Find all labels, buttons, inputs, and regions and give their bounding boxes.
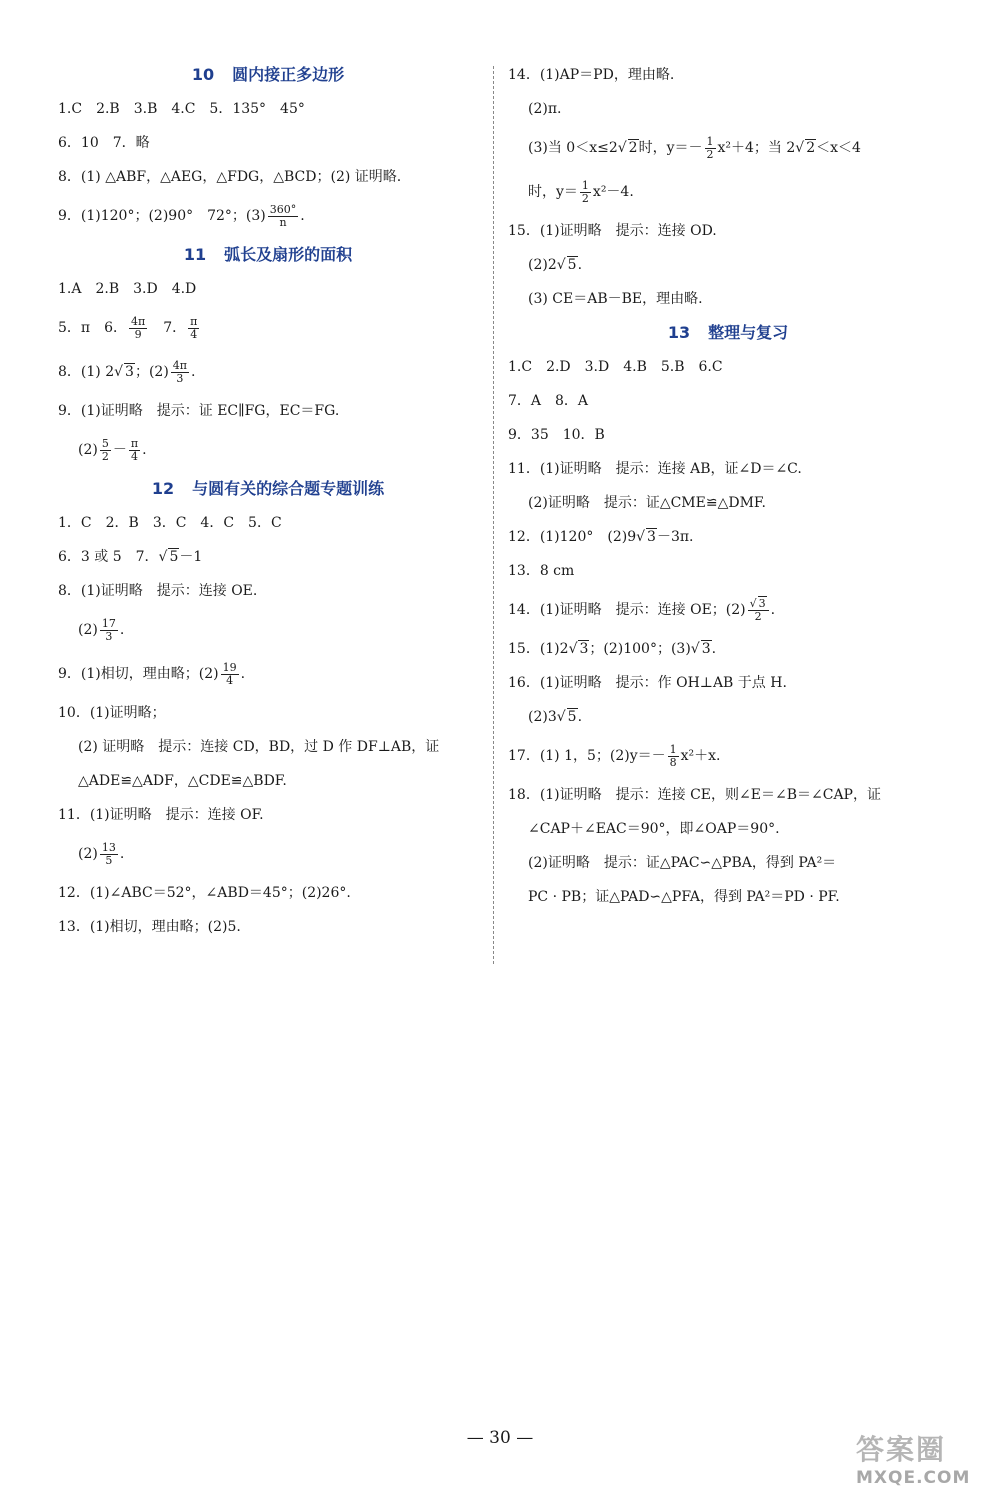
section-11-title — [58, 238, 478, 272]
answer-line — [508, 734, 948, 778]
answer-line: 18．(1)证明略 提示：连接 CE，则∠E＝∠B＝∠CAP，证 — [508, 787, 881, 803]
numerator: 1 — [669, 742, 677, 756]
radical-sign: √ — [556, 709, 566, 725]
fraction — [221, 662, 239, 687]
radical-sign: √ — [568, 641, 578, 657]
text: 时，y＝ — [528, 184, 578, 200]
answer-line — [58, 540, 478, 574]
answer-line: 11．(1)证明略 提示：连接 OF. — [58, 807, 264, 823]
answer-line — [58, 428, 478, 472]
left-column — [58, 58, 478, 944]
denominator: 2 — [101, 449, 109, 463]
answer-line: 8．(1)证明略 提示：连接 OE. — [58, 583, 258, 599]
text: . — [119, 846, 125, 862]
text: － — [112, 442, 127, 458]
section-10-title — [58, 58, 478, 92]
answer-line: 11．(1)证明略 提示：连接 AB，证∠D＝∠C. — [508, 461, 802, 477]
watermark-logo — [856, 1428, 992, 1496]
section-number: 13 — [667, 323, 691, 342]
text: 8．(1) 2 — [58, 364, 115, 380]
radical-sign: √ — [795, 140, 805, 156]
answer-line: 16．(1)证明略 提示：作 OH⊥AB 于点 H. — [508, 675, 787, 691]
text: 9．(1)相切，理由略；(2) — [58, 666, 219, 682]
radicand: 2 — [806, 140, 816, 156]
answer-line: 1.C 2.D 3.D 4.B 5.B 6.C — [508, 359, 723, 375]
text: (2) — [78, 442, 98, 458]
answer-line: 1.C 2.B 3.B 4.C 5．135° 45° — [58, 101, 305, 117]
numerator: 13 — [101, 840, 116, 854]
text: (2)3 — [528, 709, 557, 725]
right-column — [508, 58, 948, 914]
answer-line — [508, 248, 948, 282]
section-number: 11 — [183, 245, 207, 264]
answer-line: 9．(1)证明略 提示：证 EC∥FG，EC＝FG. — [58, 403, 340, 419]
text: 12．(1)120° (2)9 — [508, 529, 637, 545]
numerator: 5 — [101, 436, 109, 450]
fraction — [129, 438, 140, 463]
text: 9．(1)120°；(2)90° 72°；(3) — [58, 208, 266, 224]
answer-line: 8．(1) △ABF，△AEG，△FDG，△BCD；(2) 证明略. — [58, 169, 402, 185]
answer-line: 13．(1)相切，理由略；(2)5. — [58, 919, 241, 935]
text: 6．3 或 5 7． — [58, 549, 159, 565]
answer-line: ∠CAP＋∠EAC＝90°，即∠OAP＝90°. — [528, 821, 780, 837]
section-title-text: 整理与复习 — [708, 323, 789, 342]
page-number: — 30 — — [466, 1428, 534, 1448]
answer-line — [508, 632, 948, 666]
text: . — [711, 641, 717, 657]
denominator: 3 — [176, 371, 184, 385]
denominator: 5 — [105, 853, 113, 867]
numerator: 17 — [101, 616, 116, 630]
radical-sign: √ — [114, 364, 124, 380]
fraction — [268, 204, 299, 229]
answer-line: (2)证明略 提示：证△CME≌△DMF. — [528, 495, 766, 511]
text: 7． — [149, 320, 187, 336]
denominator: 4 — [226, 673, 234, 687]
numerator: 19 — [222, 660, 237, 674]
text: . — [577, 709, 583, 725]
denominator: n — [279, 215, 287, 229]
answer-line: 14．(1)AP＝PD，理由略. — [508, 67, 675, 83]
section-number: 10 — [191, 65, 215, 84]
radicand: 3 — [758, 596, 766, 610]
answer-line — [508, 520, 948, 554]
denominator: 4 — [190, 327, 198, 341]
fraction — [100, 438, 111, 463]
text: ＜x＜4 — [816, 140, 861, 156]
denominator: 8 — [669, 755, 677, 769]
fraction — [668, 744, 679, 769]
fraction — [748, 598, 769, 623]
text: (2) — [78, 846, 98, 862]
numerator: 4π — [172, 358, 188, 372]
denominator: 2 — [754, 609, 762, 623]
answer-line: △ADE≌△ADF，△CDE≌△BDF. — [78, 773, 287, 789]
answer-line — [58, 652, 478, 696]
section-title-text: 弧长及扇形的面积 — [224, 245, 353, 264]
text: 14．(1)证明略 提示：连接 OE；(2) — [508, 602, 746, 618]
answer-line: (2)证明略 提示：证△PAC∽△PBA，得到 PA²＝ — [528, 855, 837, 871]
radicand: 3 — [125, 364, 134, 380]
text: (2)2 — [528, 257, 557, 273]
answer-line — [508, 588, 948, 632]
text: x²＋x. — [680, 748, 721, 764]
answer-line — [58, 608, 478, 652]
fraction — [171, 360, 189, 385]
answer-line — [58, 832, 478, 876]
numerator: 1 — [581, 178, 589, 192]
numerator: π — [190, 314, 198, 328]
text: x²＋4；当 2 — [717, 140, 796, 156]
radicand: 3 — [701, 641, 711, 657]
denominator: 2 — [706, 147, 714, 161]
answer-line: 9．35 10．B — [508, 427, 605, 443]
radical-sign: √ — [556, 257, 566, 273]
numerator: 360° — [269, 202, 297, 216]
text: ；(2)100°；(3) — [589, 641, 691, 657]
answer-line: 10．(1)证明略； — [58, 705, 166, 721]
numerator: π — [130, 436, 139, 450]
answer-line: (2) 证明略 提示：连接 CD，BD，过 D 作 DF⊥AB，证 — [78, 739, 440, 755]
numerator — [748, 598, 769, 611]
fraction — [100, 842, 118, 867]
section-title-text: 圆内接正多边形 — [232, 65, 345, 84]
fraction — [705, 136, 716, 161]
answer-line — [508, 700, 948, 734]
answer-line — [58, 306, 478, 350]
radicand: 5 — [567, 257, 577, 273]
text: (3)当 0＜x≤2 — [528, 140, 618, 156]
text: . — [119, 622, 125, 638]
text: x²－4. — [592, 184, 634, 200]
section-13-title — [508, 316, 948, 350]
section-title-text: 与圆有关的综合题专题训练 — [192, 479, 385, 498]
text: 17．(1) 1，5；(2)y＝－ — [508, 748, 666, 764]
numerator: 4π — [131, 314, 146, 328]
text: －1 — [179, 549, 203, 565]
denominator: 2 — [581, 191, 589, 205]
numerator: 1 — [706, 134, 714, 148]
text: 15．(1)2 — [508, 641, 569, 657]
text: . — [770, 602, 776, 618]
answer-line: 7．A 8．A — [508, 393, 589, 409]
fraction — [188, 316, 199, 341]
text: ；(2) — [134, 364, 169, 380]
fraction — [129, 316, 147, 341]
fraction — [580, 180, 591, 205]
denominator: 3 — [105, 629, 113, 643]
radical-sign: √ — [617, 140, 627, 156]
answer-line: 6．10 7．略 — [58, 135, 150, 151]
radical-sign: √ — [749, 596, 757, 610]
answer-line: 15．(1)证明略 提示：连接 OD. — [508, 223, 717, 239]
text: . — [240, 666, 246, 682]
answer-line: 1.A 2.B 3.D 4.D — [58, 281, 197, 297]
section-12-title — [58, 472, 478, 506]
answer-line: 1．C 2．B 3．C 4．C 5．C — [58, 515, 282, 531]
answer-line — [58, 350, 478, 394]
text: . — [191, 364, 196, 380]
text: 时，y＝－ — [638, 140, 703, 156]
answer-line — [58, 194, 478, 238]
denominator: 9 — [134, 327, 142, 341]
answer-line: (3) CE＝AB－BE，理由略. — [528, 291, 703, 307]
answer-line: (2)π. — [528, 101, 562, 117]
text: 5．π 6． — [58, 320, 128, 336]
answer-line — [508, 170, 948, 214]
radical-sign: √ — [690, 641, 700, 657]
radicand: 5 — [567, 709, 577, 725]
text: . — [142, 442, 147, 458]
text: . — [300, 208, 305, 224]
radical-sign: √ — [636, 529, 646, 545]
section-number: 12 — [151, 479, 175, 498]
text: . — [577, 257, 583, 273]
fraction — [100, 618, 118, 643]
column-divider — [493, 66, 494, 964]
denominator: 4 — [130, 449, 138, 463]
text: (2) — [78, 622, 98, 638]
radicand: 2 — [628, 140, 638, 156]
answer-line: PC · PB；证△PAD∽△PFA，得到 PA²＝PD · PF. — [528, 889, 840, 905]
watermark-top: 答案圈 — [856, 1433, 947, 1466]
radicand: 3 — [579, 641, 589, 657]
text: －3π. — [656, 529, 694, 545]
radicand: 3 — [647, 529, 656, 545]
answer-line: 13．8 cm — [508, 563, 575, 579]
answer-line: 12．(1)∠ABC＝52°，∠ABD＝45°；(2)26°. — [58, 885, 351, 901]
radical-sign: √ — [158, 549, 168, 565]
radicand: 5 — [169, 549, 179, 565]
answer-line — [508, 126, 948, 170]
watermark-bottom: MXQE.COM — [856, 1468, 971, 1488]
